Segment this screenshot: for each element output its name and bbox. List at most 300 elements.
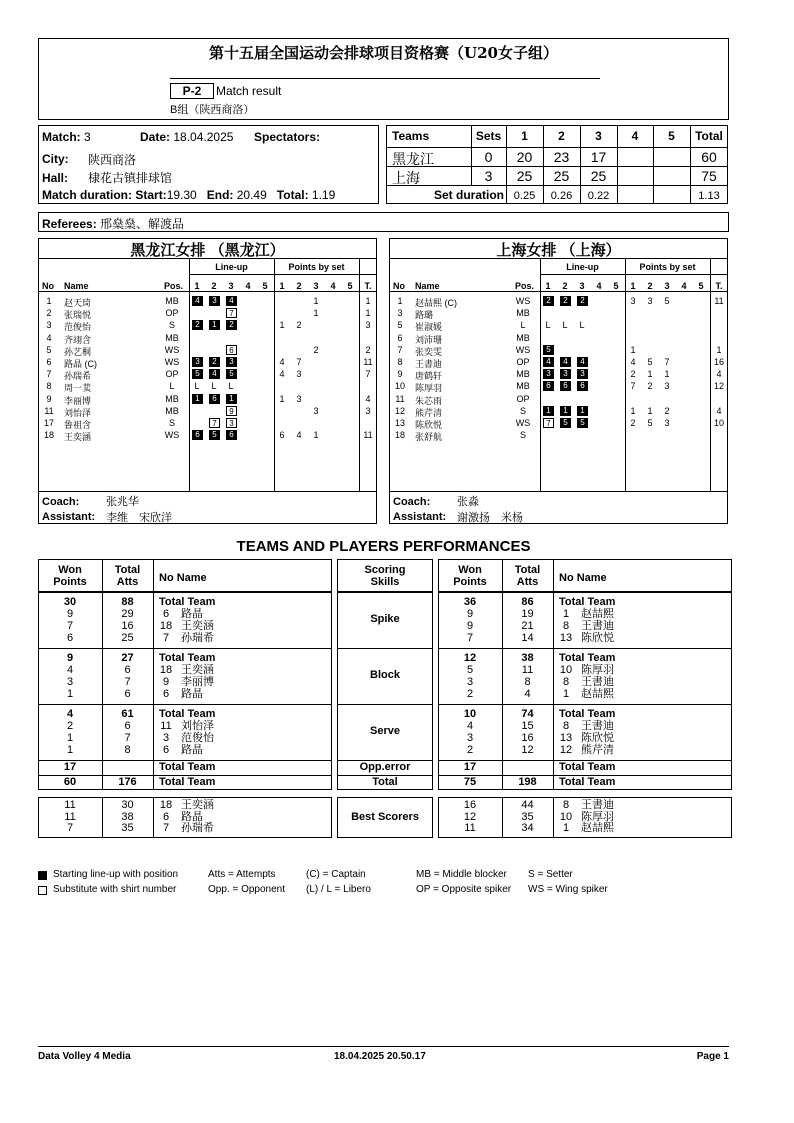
player-position: WS <box>164 344 180 355</box>
lineup-start-position: 6 <box>209 394 220 404</box>
lineup-start-position: 5 <box>577 418 588 428</box>
won-points-value: 4 <box>66 708 74 720</box>
player-name: 王書迪 <box>581 676 614 688</box>
points-by-set: 1 <box>279 320 285 331</box>
player-position: WS <box>515 344 531 355</box>
total-won-right: 75 <box>463 776 477 788</box>
player-total-points: 7 <box>365 369 371 380</box>
score-header-6: 5 <box>668 129 675 143</box>
player-number: 3 <box>397 308 403 319</box>
match-label: Match: 3 <box>42 130 91 144</box>
roster-line <box>389 491 728 492</box>
score-value: 23 <box>553 149 570 165</box>
player-total-points: 11 <box>714 296 724 306</box>
points-by-set: 4 <box>279 357 285 367</box>
lineup-start-position: 3 <box>543 369 554 379</box>
roster-line <box>189 274 377 275</box>
total-atts-value: 12 <box>521 744 534 756</box>
lineup-set-header: 5 <box>262 281 268 291</box>
spectators-label: Spectators: <box>254 130 321 144</box>
lineup-set-header: 3 <box>228 281 234 291</box>
total-atts-value: 25 <box>121 632 134 644</box>
lineup-substitute: 3 <box>226 418 237 428</box>
points-by-set: 7 <box>664 357 670 367</box>
total-atts-value: 61 <box>121 708 134 720</box>
player-name: 孙瑞希 <box>64 371 92 382</box>
points-by-set: 2 <box>313 344 319 355</box>
match-code-badge: P-2 <box>170 83 214 99</box>
points-by-set: 6 <box>279 430 285 441</box>
total-atts-value: 44 <box>521 799 534 811</box>
opp-error-name: Total Team <box>159 761 216 773</box>
legend-item: (L) / L = Libero <box>306 884 371 895</box>
points-set-header: 5 <box>347 281 353 291</box>
total-atts-value: 86 <box>521 596 534 608</box>
points-set-header: 2 <box>647 281 653 291</box>
player-total-points: 16 <box>713 357 724 367</box>
set-duration-label: Set duration <box>433 188 504 202</box>
total-atts-value: 6 <box>124 664 131 676</box>
lineup-set-header: 4 <box>596 281 602 291</box>
total-atts-value: 15 <box>521 720 534 732</box>
total-atts-left: 176 <box>118 776 137 788</box>
player-name: 鲁祖含 <box>64 420 92 430</box>
player-number: 18 <box>159 664 173 676</box>
player-number: 18 <box>43 430 54 441</box>
points-set-header: 2 <box>296 281 302 291</box>
won-points-header: Points <box>453 576 487 588</box>
total-atts-value: 7 <box>124 676 131 688</box>
player-name: 赵喆熙 <box>581 822 614 834</box>
player-position: MB <box>165 332 179 343</box>
roster-line <box>389 258 728 259</box>
player-number: 17 <box>43 418 54 428</box>
total-atts-value: 38 <box>521 652 534 664</box>
perf-row-line <box>438 704 732 705</box>
lineup-start-position: 3 <box>577 369 588 379</box>
won-points-value: 9 <box>66 608 74 620</box>
player-name: 孙瑞希 <box>181 822 214 834</box>
roster-line <box>38 291 377 292</box>
lineup-libero: L <box>211 381 217 392</box>
score-value: 3 <box>484 168 493 184</box>
total-atts-value: 4 <box>524 688 531 700</box>
legend-item: Opp. = Opponent <box>208 884 286 895</box>
points-by-set: 2 <box>630 418 636 428</box>
won-points-value: 30 <box>63 596 77 608</box>
player-name: 陈欣悦 <box>581 632 614 644</box>
total-atts-value: 29 <box>121 608 134 620</box>
lineup-set-header: 1 <box>545 281 551 291</box>
perf-vline <box>153 797 154 838</box>
legend-item: Starting line-up with position <box>53 869 179 880</box>
lineup-start-position: 1 <box>543 406 554 416</box>
lineup-start-position: 5 <box>226 369 237 379</box>
coach-name: 张淼 <box>457 496 479 508</box>
lineup-start-position: 1 <box>192 394 203 404</box>
total-duration-value: 1.13 <box>698 190 720 202</box>
footer-timestamp: 18.04.2025 20.50.17 <box>334 1051 426 1062</box>
won-points-header: Won <box>58 564 82 576</box>
coach-label: Coach: <box>42 496 80 508</box>
perf-vline <box>553 797 554 838</box>
t-header: T. <box>715 281 723 291</box>
player-position: OP <box>165 308 179 319</box>
lineup-start-position: 5 <box>543 345 554 355</box>
lineup-start-position: 1 <box>577 406 588 416</box>
roster-line <box>38 491 377 492</box>
score-team-name: 上海 <box>392 170 420 186</box>
legend-item: MB = Middle blocker <box>416 869 507 880</box>
player-number: 1 <box>397 296 403 306</box>
player-position: MB <box>165 296 179 306</box>
score-value: 60 <box>701 149 717 165</box>
player-name: 刘怡泽 <box>64 407 92 418</box>
won-points-value: 12 <box>463 652 477 664</box>
points-by-set: 7 <box>630 381 636 392</box>
total-atts-header: Atts <box>516 576 539 588</box>
points-set-header: 3 <box>313 281 319 291</box>
won-points-value: 4 <box>66 664 74 676</box>
lineup-set-header: 2 <box>562 281 568 291</box>
set-duration-value: 0.22 <box>587 190 610 202</box>
player-name: 李丽博 <box>181 676 214 688</box>
lineup-start-position: 4 <box>543 357 554 367</box>
player-position: WS <box>164 357 180 367</box>
score-header-3: 2 <box>558 129 565 143</box>
player-total-points: 3 <box>365 320 371 331</box>
player-number: 8 <box>397 357 403 367</box>
player-position: MB <box>516 332 530 343</box>
total-atts-value: 11 <box>521 664 534 676</box>
total-atts-value: 74 <box>521 708 534 720</box>
pos-header: Pos. <box>164 281 184 291</box>
lineup-start-position: 3 <box>226 357 237 367</box>
total-atts-header: Atts <box>116 576 139 588</box>
points-by-set: 1 <box>647 405 653 416</box>
total-atts-value: 7 <box>124 732 131 744</box>
player-name: 李丽博 <box>64 395 92 406</box>
score-header-7: Total <box>695 129 723 143</box>
player-total-points: 4 <box>365 393 371 404</box>
name-header: Name <box>415 281 440 291</box>
won-points-value: 3 <box>466 676 474 688</box>
skill-name: Spike <box>370 613 400 625</box>
player-name: 路晶 <box>181 688 203 700</box>
player-number: 3 <box>46 320 52 331</box>
player-position: MB <box>516 369 530 380</box>
player-number: 5 <box>397 320 403 331</box>
no-header: No <box>393 281 405 291</box>
player-position: WS <box>515 418 531 428</box>
player-name: 赵喆熙 <box>581 608 614 620</box>
player-position: MB <box>516 308 530 319</box>
lineup-start-position: 1 <box>226 394 237 404</box>
points-by-set: 1 <box>313 296 319 306</box>
player-name: 王書迪 <box>581 620 614 632</box>
player-number: 11 <box>395 393 405 404</box>
points-by-set: 1 <box>313 430 319 441</box>
roster-vline <box>274 258 275 491</box>
score-header-4: 3 <box>595 129 602 143</box>
player-number: 2 <box>46 308 52 319</box>
total-atts-value: 6 <box>124 720 131 732</box>
total-atts-value: 14 <box>521 632 534 644</box>
points-by-set: 1 <box>313 308 319 319</box>
won-points-value: 9 <box>466 608 474 620</box>
points-by-set: 2 <box>296 320 302 331</box>
total-atts-value: 16 <box>121 620 134 632</box>
lineup-start-position: 6 <box>543 381 554 391</box>
player-name: Total Team <box>159 596 216 608</box>
left-roster-team-name: 黑龙江女排 （黑龙江） <box>130 242 285 259</box>
won-points-value: 1 <box>66 688 74 700</box>
legend-item: S = Setter <box>528 869 573 880</box>
lineup-libero: L <box>562 320 568 331</box>
lineup-start-position: 2 <box>209 357 220 367</box>
player-number: 1 <box>46 296 52 306</box>
player-position: OP <box>516 357 530 367</box>
won-points-header: Won <box>458 564 482 576</box>
score-value: 75 <box>701 168 717 184</box>
lineup-start-position: 4 <box>560 357 571 367</box>
points-by-set: 5 <box>647 357 653 367</box>
lineup-set-header: 3 <box>579 281 585 291</box>
total-atts-value: 35 <box>121 822 134 834</box>
won-points-value: 1 <box>66 732 74 744</box>
player-name: 孙瑞希 <box>181 632 214 644</box>
total-atts-header: Total <box>114 564 141 576</box>
player-number: 6 <box>162 608 170 620</box>
points-by-set: 3 <box>630 296 636 306</box>
player-number: 7 <box>397 344 403 355</box>
player-number: 7 <box>162 632 170 644</box>
player-total-points: 12 <box>713 381 724 392</box>
won-points-header: Points <box>53 576 87 588</box>
points-header: Points by set <box>288 262 345 272</box>
footer-page: Page 1 <box>696 1051 729 1062</box>
player-position: S <box>519 405 526 416</box>
player-name: 孙艺桐 <box>64 346 92 357</box>
player-name: 王書迪 <box>581 720 614 732</box>
lineup-libero: L <box>545 320 551 331</box>
scoring-skills-header: Skills <box>370 576 400 588</box>
points-by-set: 2 <box>630 369 636 380</box>
player-name: 熊芹清 <box>415 407 443 418</box>
won-points-value: 36 <box>463 596 477 608</box>
won-points-value: 11 <box>64 799 76 811</box>
total-atts-value: 30 <box>121 799 134 811</box>
date-label: Date: 18.04.2025 <box>140 130 234 144</box>
points-by-set: 3 <box>647 296 653 306</box>
score-header-1: Sets <box>475 129 502 143</box>
perf-vline <box>153 559 154 592</box>
won-points-value: 3 <box>66 676 74 688</box>
player-name: 熊芹清 <box>581 744 614 756</box>
right-roster-team-name: 上海女排 （上海） <box>496 242 621 259</box>
total-name: Total Team <box>159 776 216 788</box>
lineup-libero: L <box>194 381 200 392</box>
player-name: 路晶 (C) <box>64 359 97 369</box>
lineup-start-position: 2 <box>560 296 571 306</box>
roster-line <box>389 291 728 292</box>
lineup-start-position: 4 <box>577 357 588 367</box>
set-duration-value: 0.25 <box>513 190 536 202</box>
player-name: 范俊怡 <box>64 322 92 333</box>
no-name-header: No Name <box>559 572 607 584</box>
player-name: 刘怡泽 <box>181 720 214 732</box>
player-position: WS <box>515 296 531 306</box>
score-team-name: 黑龙江 <box>392 151 434 167</box>
player-number: 12 <box>394 405 405 416</box>
player-number: 12 <box>559 744 573 756</box>
total-atts-value: 6 <box>124 688 131 700</box>
player-number: 6 <box>162 810 170 823</box>
player-name: 唐鹤轩 <box>415 371 443 382</box>
won-points-value: 11 <box>464 822 476 834</box>
player-number: 8 <box>562 620 570 632</box>
footer-rule <box>38 1046 729 1047</box>
points-by-set: 2 <box>664 405 670 416</box>
points-by-set: 4 <box>296 430 302 441</box>
won-points-value: 5 <box>466 664 474 676</box>
perf-vline <box>553 559 554 592</box>
points-by-set: 3 <box>296 393 302 404</box>
duration-col-line <box>653 185 654 204</box>
t-header: T. <box>364 281 372 291</box>
player-name: 路晶 <box>181 810 203 823</box>
player-number: 13 <box>394 418 405 428</box>
total-atts-value: 38 <box>121 810 134 823</box>
legend-item: OP = Opposite spiker <box>416 884 512 895</box>
lineup-start-position: 3 <box>192 357 203 367</box>
player-number: 7 <box>46 369 52 380</box>
set-duration-value: 0.26 <box>550 190 573 202</box>
player-number: 1 <box>562 822 570 834</box>
player-total-points: 2 <box>365 344 371 355</box>
points-by-set: 5 <box>647 418 653 428</box>
score-header-2: 1 <box>521 129 528 143</box>
performance-title: TEAMS AND PLAYERS PERFORMANCES <box>236 538 531 555</box>
no-header: No <box>42 281 54 291</box>
page-title: 第十五届全国运动会排球项目资格赛（U20女子组） <box>209 44 558 62</box>
lineup-set-header: 5 <box>613 281 619 291</box>
lineup-start-position: 5 <box>560 418 571 428</box>
player-name: 朱芯雨 <box>415 395 443 406</box>
score-value: 25 <box>553 168 570 184</box>
total-atts-value: 8 <box>124 744 131 756</box>
points-by-set: 4 <box>279 369 285 380</box>
city-label: City: <box>42 152 69 166</box>
starting-lineup-swatch <box>38 871 47 880</box>
player-name: 陈厚羽 <box>581 810 614 823</box>
player-position: S <box>168 320 175 331</box>
player-number: 10 <box>394 381 405 392</box>
player-name: 王奕涵 <box>181 664 214 676</box>
assistant-label: Assistant: <box>393 511 447 523</box>
roster-vline <box>540 258 541 491</box>
roster-vline <box>625 258 626 491</box>
total-atts-right: 198 <box>518 776 537 788</box>
player-number: 13 <box>559 732 573 744</box>
player-name: 王書迪 <box>581 799 614 811</box>
lineup-substitute: 6 <box>226 345 237 355</box>
player-name: 张舒航 <box>415 432 443 443</box>
lineup-libero: L <box>228 381 234 392</box>
lineup-start-position: 4 <box>226 296 237 306</box>
won-points-value: 9 <box>466 620 474 632</box>
no-name-header: No Name <box>159 572 207 584</box>
footer-software: Data Volley 4 Media <box>38 1051 131 1062</box>
points-by-set: 3 <box>664 381 670 392</box>
lineup-start-position: 1 <box>560 406 571 416</box>
won-points-value: 4 <box>466 720 474 732</box>
lineup-start-position: 6 <box>226 430 237 440</box>
roster-vline <box>189 258 190 491</box>
points-by-set: 1 <box>647 369 653 380</box>
perf-row-line <box>337 648 433 649</box>
points-by-set: 3 <box>313 405 319 416</box>
player-name: 张奕雯 <box>415 346 443 357</box>
player-number: 8 <box>562 720 570 732</box>
player-number: 8 <box>562 799 570 811</box>
player-name: 范俊怡 <box>181 732 214 744</box>
points-set-header: 1 <box>630 281 636 291</box>
total-atts-value: 27 <box>121 652 134 664</box>
total-atts-value: 16 <box>521 732 534 744</box>
assistant-names: 李维 宋欣洋 <box>106 512 172 524</box>
player-position: L <box>520 320 526 331</box>
player-position: S <box>168 418 175 428</box>
points-by-set: 7 <box>296 357 302 367</box>
lineup-set-header: 4 <box>245 281 251 291</box>
won-points-value: 1 <box>66 744 74 756</box>
city-value: 陕西商洛 <box>88 153 137 167</box>
won-points-value: 3 <box>466 732 474 744</box>
player-name: 崔淑媛 <box>415 322 443 333</box>
perf-row-line <box>38 648 332 649</box>
total-label: Total <box>372 776 398 788</box>
lineup-start-position: 5 <box>209 430 220 440</box>
points-by-set: 1 <box>279 393 285 404</box>
lineup-start-position: 4 <box>209 369 220 379</box>
player-number: 8 <box>562 676 570 688</box>
legend-item: Substitute with shirt number <box>53 884 177 895</box>
total-name: Total Team <box>559 776 616 788</box>
player-name: 王奕涵 <box>64 432 92 443</box>
player-name: 陈欣悦 <box>581 732 614 744</box>
player-number: 11 <box>160 720 172 732</box>
won-points-value: 7 <box>66 822 74 834</box>
substitute-swatch <box>38 886 47 895</box>
player-name: 赵喆熙 (C) <box>415 298 457 308</box>
lineup-substitute: 7 <box>543 418 554 428</box>
lineup-substitute: 7 <box>226 308 237 318</box>
lineup-start-position: 3 <box>209 296 220 306</box>
player-position: OP <box>165 369 179 380</box>
hall-label: Hall: <box>42 171 69 185</box>
player-name: 张瑞悦 <box>64 310 92 321</box>
lineup-start-position: 6 <box>577 381 588 391</box>
player-number: 18 <box>159 620 173 632</box>
player-name: 陈厚羽 <box>581 664 614 676</box>
won-points-value: 2 <box>66 720 74 732</box>
player-number: 10 <box>559 664 573 676</box>
lineup-set-header: 2 <box>211 281 217 291</box>
opp-error-label: Opp.error <box>359 761 411 773</box>
points-by-set: 1 <box>664 369 670 380</box>
player-total-points: 1 <box>716 344 722 355</box>
